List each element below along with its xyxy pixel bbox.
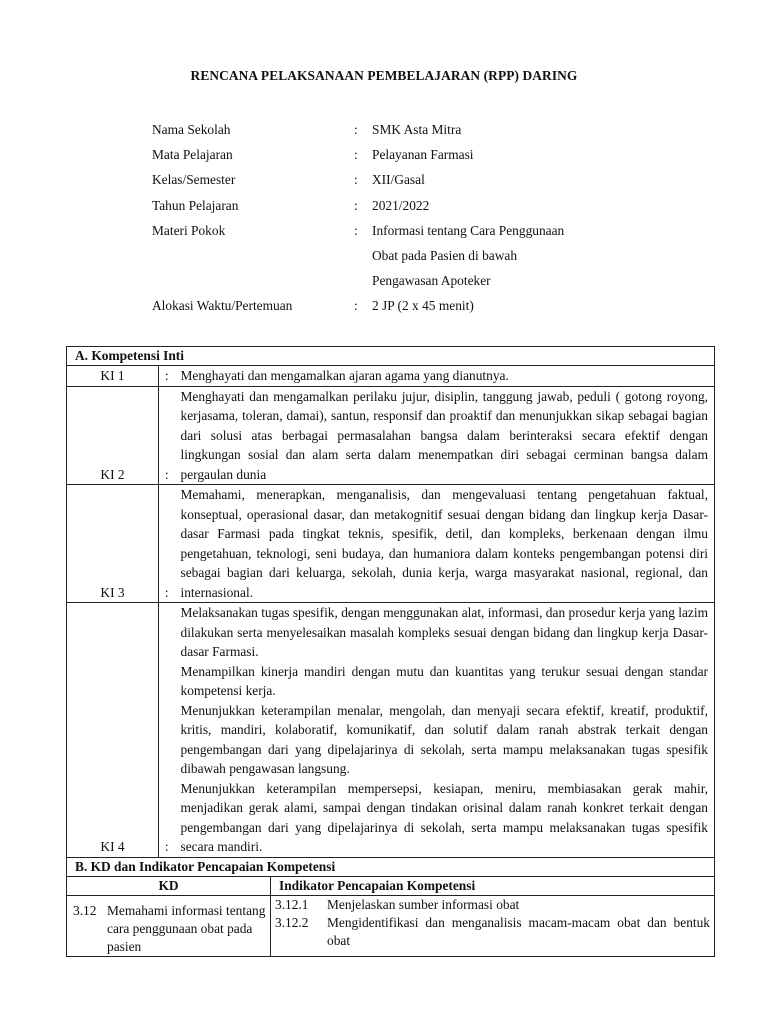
identity-colon: : — [354, 197, 358, 213]
ki-code: KI 3 — [67, 485, 159, 603]
indicator-cell — [271, 895, 715, 956]
ki-code: KI 1 — [67, 366, 159, 387]
ki-code: KI 4 — [67, 603, 159, 858]
identity-value: SMK Asta Mitra — [372, 122, 462, 137]
identity-row-school — [152, 117, 622, 142]
identity-label: Materi Pokok — [152, 222, 226, 238]
kd-cell — [67, 895, 271, 956]
identity-label: Alokasi Waktu/Pertemuan — [152, 298, 293, 314]
identity-row-year — [152, 193, 622, 218]
indicator-text: Menjelaskan sumber informasi obat — [327, 896, 520, 912]
identity-row-class — [152, 167, 622, 192]
identity-row-time — [152, 293, 622, 318]
ki-description: Memahami, menerapkan, menganalisis, dan mengevaluasi tentang pengetahuan faktual, konseptual, operasional dasar, dan metakognitif sesuai dengan bidang dan lingkup kerja Dasar-dasar Farmasi pada tingkat teknis, spesifik, detil, dan kompleks, berkenaan dengan ilmu pengetahuan, teknologi, seni budaya, dan humaniora dalam konteks pengembangan potensi diri sebagai bagian dari keluarga, sekolah, dunia kerja, warga masyarakat nasional, regional, dan internasional. — [175, 485, 715, 603]
ki-colon: : — [159, 386, 175, 485]
ki-row — [67, 366, 715, 387]
identity-value: XII/Gasal — [372, 172, 425, 188]
identity-colon: : — [354, 298, 358, 314]
indicator-item — [275, 896, 710, 914]
identity-label: Tahun Pelajaran — [152, 197, 239, 213]
indicator-number: 3.12.1 — [275, 896, 309, 912]
section-a-heading: A. Kompetensi Inti — [67, 347, 715, 366]
ki-colon: : — [159, 485, 175, 603]
identity-colon: : — [354, 172, 358, 188]
ki-code: KI 2 — [67, 386, 159, 485]
indicator-item — [275, 914, 710, 950]
kd-row — [67, 895, 715, 956]
identity-label: Kelas/Semester — [152, 172, 236, 188]
identity-colon: : — [354, 147, 358, 163]
identity-value: 2021/2022 — [372, 197, 430, 213]
kd-column-header: KD — [67, 876, 271, 895]
identity-label: Mata Pelajaran — [152, 147, 233, 163]
identity-label: Nama Sekolah — [152, 122, 231, 137]
section-b-header-row — [67, 857, 715, 876]
identity-row-topic — [152, 218, 622, 294]
identity-value: Pelayanan Farmasi — [372, 147, 474, 163]
indicator-column-header: Indikator Pencapaian Kompetensi — [271, 876, 715, 895]
section-b-heading: B. KD dan Indikator Pencapaian Kompetensi — [67, 857, 715, 876]
indicator-number: 3.12.2 — [275, 914, 309, 930]
identity-value: Informasi tentang Cara Penggunaan Obat pada Pasien di bawah Pengawasan Apoteker — [372, 222, 565, 289]
ki-colon: : — [159, 366, 175, 387]
ki-description: Menghayati dan mengamalkan ajaran agama yang dianutnya. — [175, 366, 715, 387]
ki-row — [67, 603, 715, 858]
kd-text: Memahami informasi tentang cara penggunaan obat pada pasien — [107, 902, 266, 954]
identity-row-subject — [152, 142, 622, 167]
ki-row — [67, 386, 715, 485]
document-title: RENCANA PELAKSANAAN PEMBELAJARAN (RPP) DARING — [190, 68, 578, 83]
identity-value: 2 JP (2 x 45 menit) — [372, 298, 474, 314]
identity-colon: : — [354, 122, 358, 137]
ki-description: Melaksanakan tugas spesifik, dengan menggunakan alat, informasi, dan prosedur kerja yang lazim dilakukan serta menyelesaikan masalah kompleks sesuai dengan bidang dan lingkup kerja Dasar-dasar Farmasi. Menampilkan kinerja mandiri dengan mutu dan kuantitas yang terukur sesuai dengan standar kompetensi kerja. Menunjukkan keterampilan menalar, mengolah, dan menyaji secara efektif, kreatif, produktif, kritis, mandiri, kolaboratif, komunikatif, dan solutif dalam ranah abstrak terkait dengan pengembangan dari yang dipelajarinya di sekolah, serta mampu melaksanakan tugas spesifik dibawah pengawasan langsung. Menunjukkan keterampilan mempersepsi, kesiapan, meniru, membiasakan gerak mahir, menjadikan gerak alami, sampai dengan tindakan orisinal dalam ranah konkret terkait dengan pengembangan dari yang dipelajarinya di sekolah, serta mampu melaksanakan tugas spesifik secara mandiri. — [175, 603, 715, 858]
ki-colon: : — [159, 603, 175, 858]
identity-block — [152, 117, 622, 319]
ki-description: Menghayati dan mengamalkan perilaku jujur, disiplin, tanggung jawab, peduli ( gotong royong, kerjasama, toleran, damai), santun, responsif dan proaktif dan menunjukkan sikap sebagai bagian dari solusi atas berbagai permasalahan bangsa dalam berinteraksi secara efektif dengan lingkungan sosial dan alam serta dalam menempatkan diri sebagai cerminan bangsa dalam pergaulan dunia — [175, 386, 715, 485]
kd-number: 3.12 — [73, 902, 97, 918]
indicator-text: Mengidentifikasi dan menganalisis macam-macam obat dan bentuk obat — [327, 914, 710, 948]
ki-row — [67, 485, 715, 603]
kd-column-header-row — [67, 876, 715, 895]
section-a-header-row — [67, 347, 715, 366]
identity-colon: : — [354, 222, 358, 238]
competency-table — [66, 346, 715, 957]
